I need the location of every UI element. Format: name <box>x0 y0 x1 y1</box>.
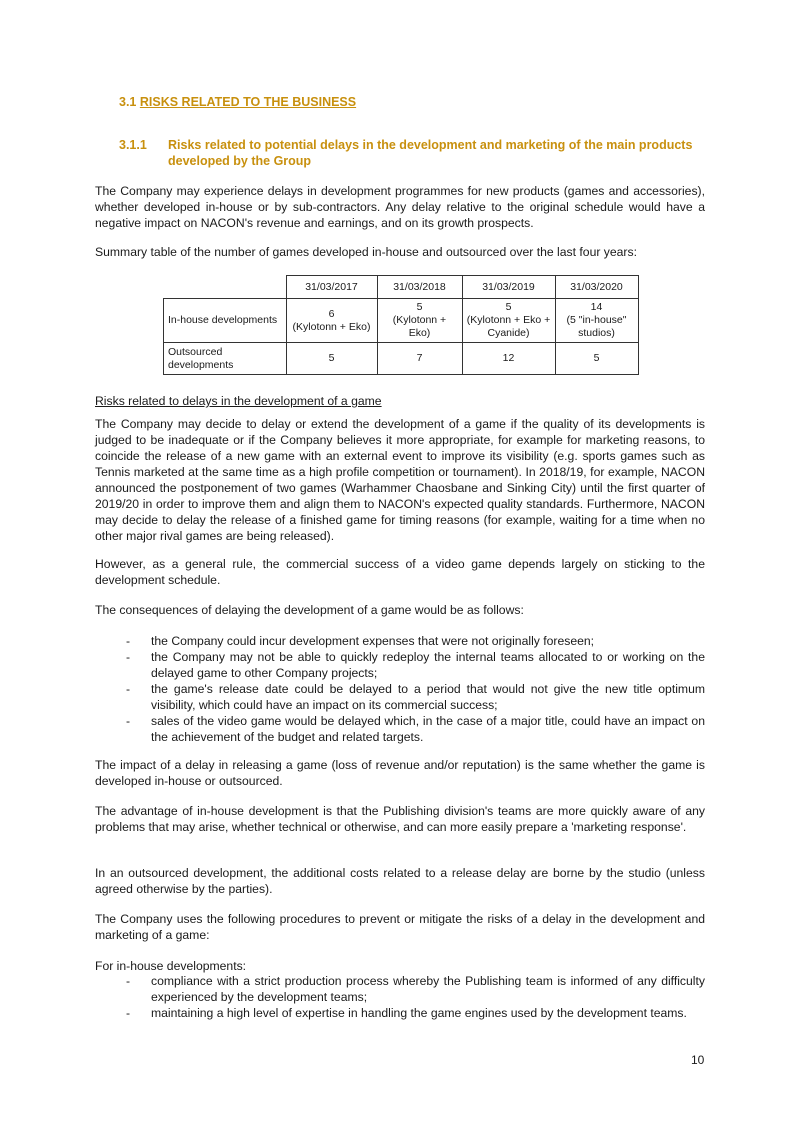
table-cell <box>555 299 638 343</box>
table-cell: 5 <box>286 343 377 375</box>
table-header-row <box>164 276 639 299</box>
section-heading <box>119 95 356 109</box>
list-item <box>95 973 705 1005</box>
page-number: 10 <box>691 1053 705 1067</box>
table-row <box>164 299 639 343</box>
list-item-text: the game's release date could be delayed to a period that would not give the new title optimum visibility, which could have an impact on its commercial success; <box>151 682 705 712</box>
list-item <box>95 713 705 745</box>
list-item <box>95 633 705 649</box>
intro-paragraph: The Company may experience delays in development programmes for new products (games and accessories), whether developed in-house or by sub-contractors. Any delay relative to the original schedule would have a negative impact on NACON's revenue and earnings, and on its growth prospects. <box>95 184 705 230</box>
list-dash: - <box>126 1006 131 1020</box>
row-label: In-house developments <box>164 299 287 343</box>
cell-value: 6 <box>328 307 335 320</box>
cell-note: (5 "in-house" studios) <box>566 314 627 339</box>
subsection-number: 3.1.1 <box>119 138 147 152</box>
summary-table <box>163 275 639 375</box>
table-header: 31/03/2019 <box>462 276 555 299</box>
procedures-paragraph: The Company uses the following procedures to prevent or mitigate the risks of a delay in the development and marketing of a game: <box>95 912 705 942</box>
subsection-title: Risks related to potential delays in the development and marketing of the main products developed by the Group <box>168 138 693 168</box>
table-caption: Summary table of the number of games developed in-house and outsourced over the last four years: <box>95 245 637 259</box>
list-dash: - <box>126 682 131 696</box>
list-dash: - <box>126 714 131 728</box>
delays-heading: Risks related to delays in the development of a game <box>95 394 382 408</box>
cell-note: (Kylotonn + Eko) <box>392 314 447 339</box>
list-item <box>95 681 705 713</box>
cell-note: (Kylotonn + Eko) <box>292 320 371 333</box>
consequences-list <box>95 633 705 745</box>
list-item-text: compliance with a strict production process whereby the Publishing team is informed of any difficulty experienced by the development teams; <box>151 974 705 1004</box>
table-cell: 5 <box>555 343 638 375</box>
row-label: Outsourced developments <box>164 343 287 375</box>
impact-paragraph: The impact of a delay in releasing a game (loss of revenue and/or reputation) is the same whether the game is developed in-house or outsourced. <box>95 758 705 788</box>
list-item <box>95 649 705 681</box>
delays-paragraph-2: However, as a general rule, the commercial success of a video game depends largely on sticking to the development schedule. <box>95 557 705 587</box>
consequences-intro: The consequences of delaying the development of a game would be as follows: <box>95 603 524 617</box>
advantage-paragraph: The advantage of in-house development is that the Publishing division's teams are more quickly aware of any problems that may arise, whether technical or otherwise, and can more easily prepare a 'marketing response'. <box>95 804 705 834</box>
list-item-text: maintaining a high level of expertise in handling the game engines used by the development teams. <box>151 1006 687 1020</box>
list-item <box>95 1005 705 1021</box>
delays-paragraph-1: The Company may decide to delay or extend the development of a game if the quality of its developments is judged to be inadequate or if the Company believes it more appropriate, for example for marketing reasons, to coincide the release of a new game with an external event to improve its visibility (e.g. sports games such as Tennis marketed at the same time as a high profile competition or tournament). In 2018/19, for example, NACON announced the postponement of two games (Warhammer Chaosbane and Sinking City) until the first quarter of 2019/20 in order to improve them and align them to NACON's expected quality standards. Furthermore, NACON may decide to delay the release of a finished game for timing reasons (for example, waiting for a time when no other major rival games are being released). <box>95 417 705 543</box>
table-row <box>164 343 639 375</box>
cell-value: 5 <box>416 301 423 313</box>
subsection-heading <box>119 137 709 169</box>
table-header: 31/03/2017 <box>286 276 377 299</box>
list-dash: - <box>126 634 131 648</box>
table-cell <box>462 299 555 343</box>
section-number: 3.1 <box>119 95 137 109</box>
list-item-text: sales of the video game would be delayed which, in the case of a major title, could have an impact on the achievement of the budget and related targets. <box>151 714 705 744</box>
table-corner-cell <box>164 276 287 299</box>
table-cell <box>377 299 462 343</box>
cell-value: 5 <box>505 301 512 313</box>
list-dash: - <box>126 974 131 988</box>
list-item-text: the Company could incur development expenses that were not originally foreseen; <box>151 634 595 648</box>
table-cell: 12 <box>462 343 555 375</box>
table-header: 31/03/2020 <box>555 276 638 299</box>
cell-note: (Kylotonn + Eko + Cyanide) <box>466 314 551 339</box>
table-cell <box>286 299 377 343</box>
list-dash: - <box>126 650 131 664</box>
list-item-text: the Company may not be able to quickly redeploy the internal teams allocated to or working on the delayed game to other Company projects; <box>151 650 705 680</box>
inhouse-label: For in-house developments: <box>95 959 247 973</box>
table-header: 31/03/2018 <box>377 276 462 299</box>
cell-value: 14 <box>590 301 603 313</box>
table-cell: 7 <box>377 343 462 375</box>
section-title: RISKS RELATED TO THE BUSINESS <box>139 95 357 109</box>
outsourced-paragraph: In an outsourced development, the additional costs related to a release delay are borne by the studio (unless agreed otherwise by the parties). <box>95 866 705 896</box>
inhouse-list <box>95 973 705 1021</box>
